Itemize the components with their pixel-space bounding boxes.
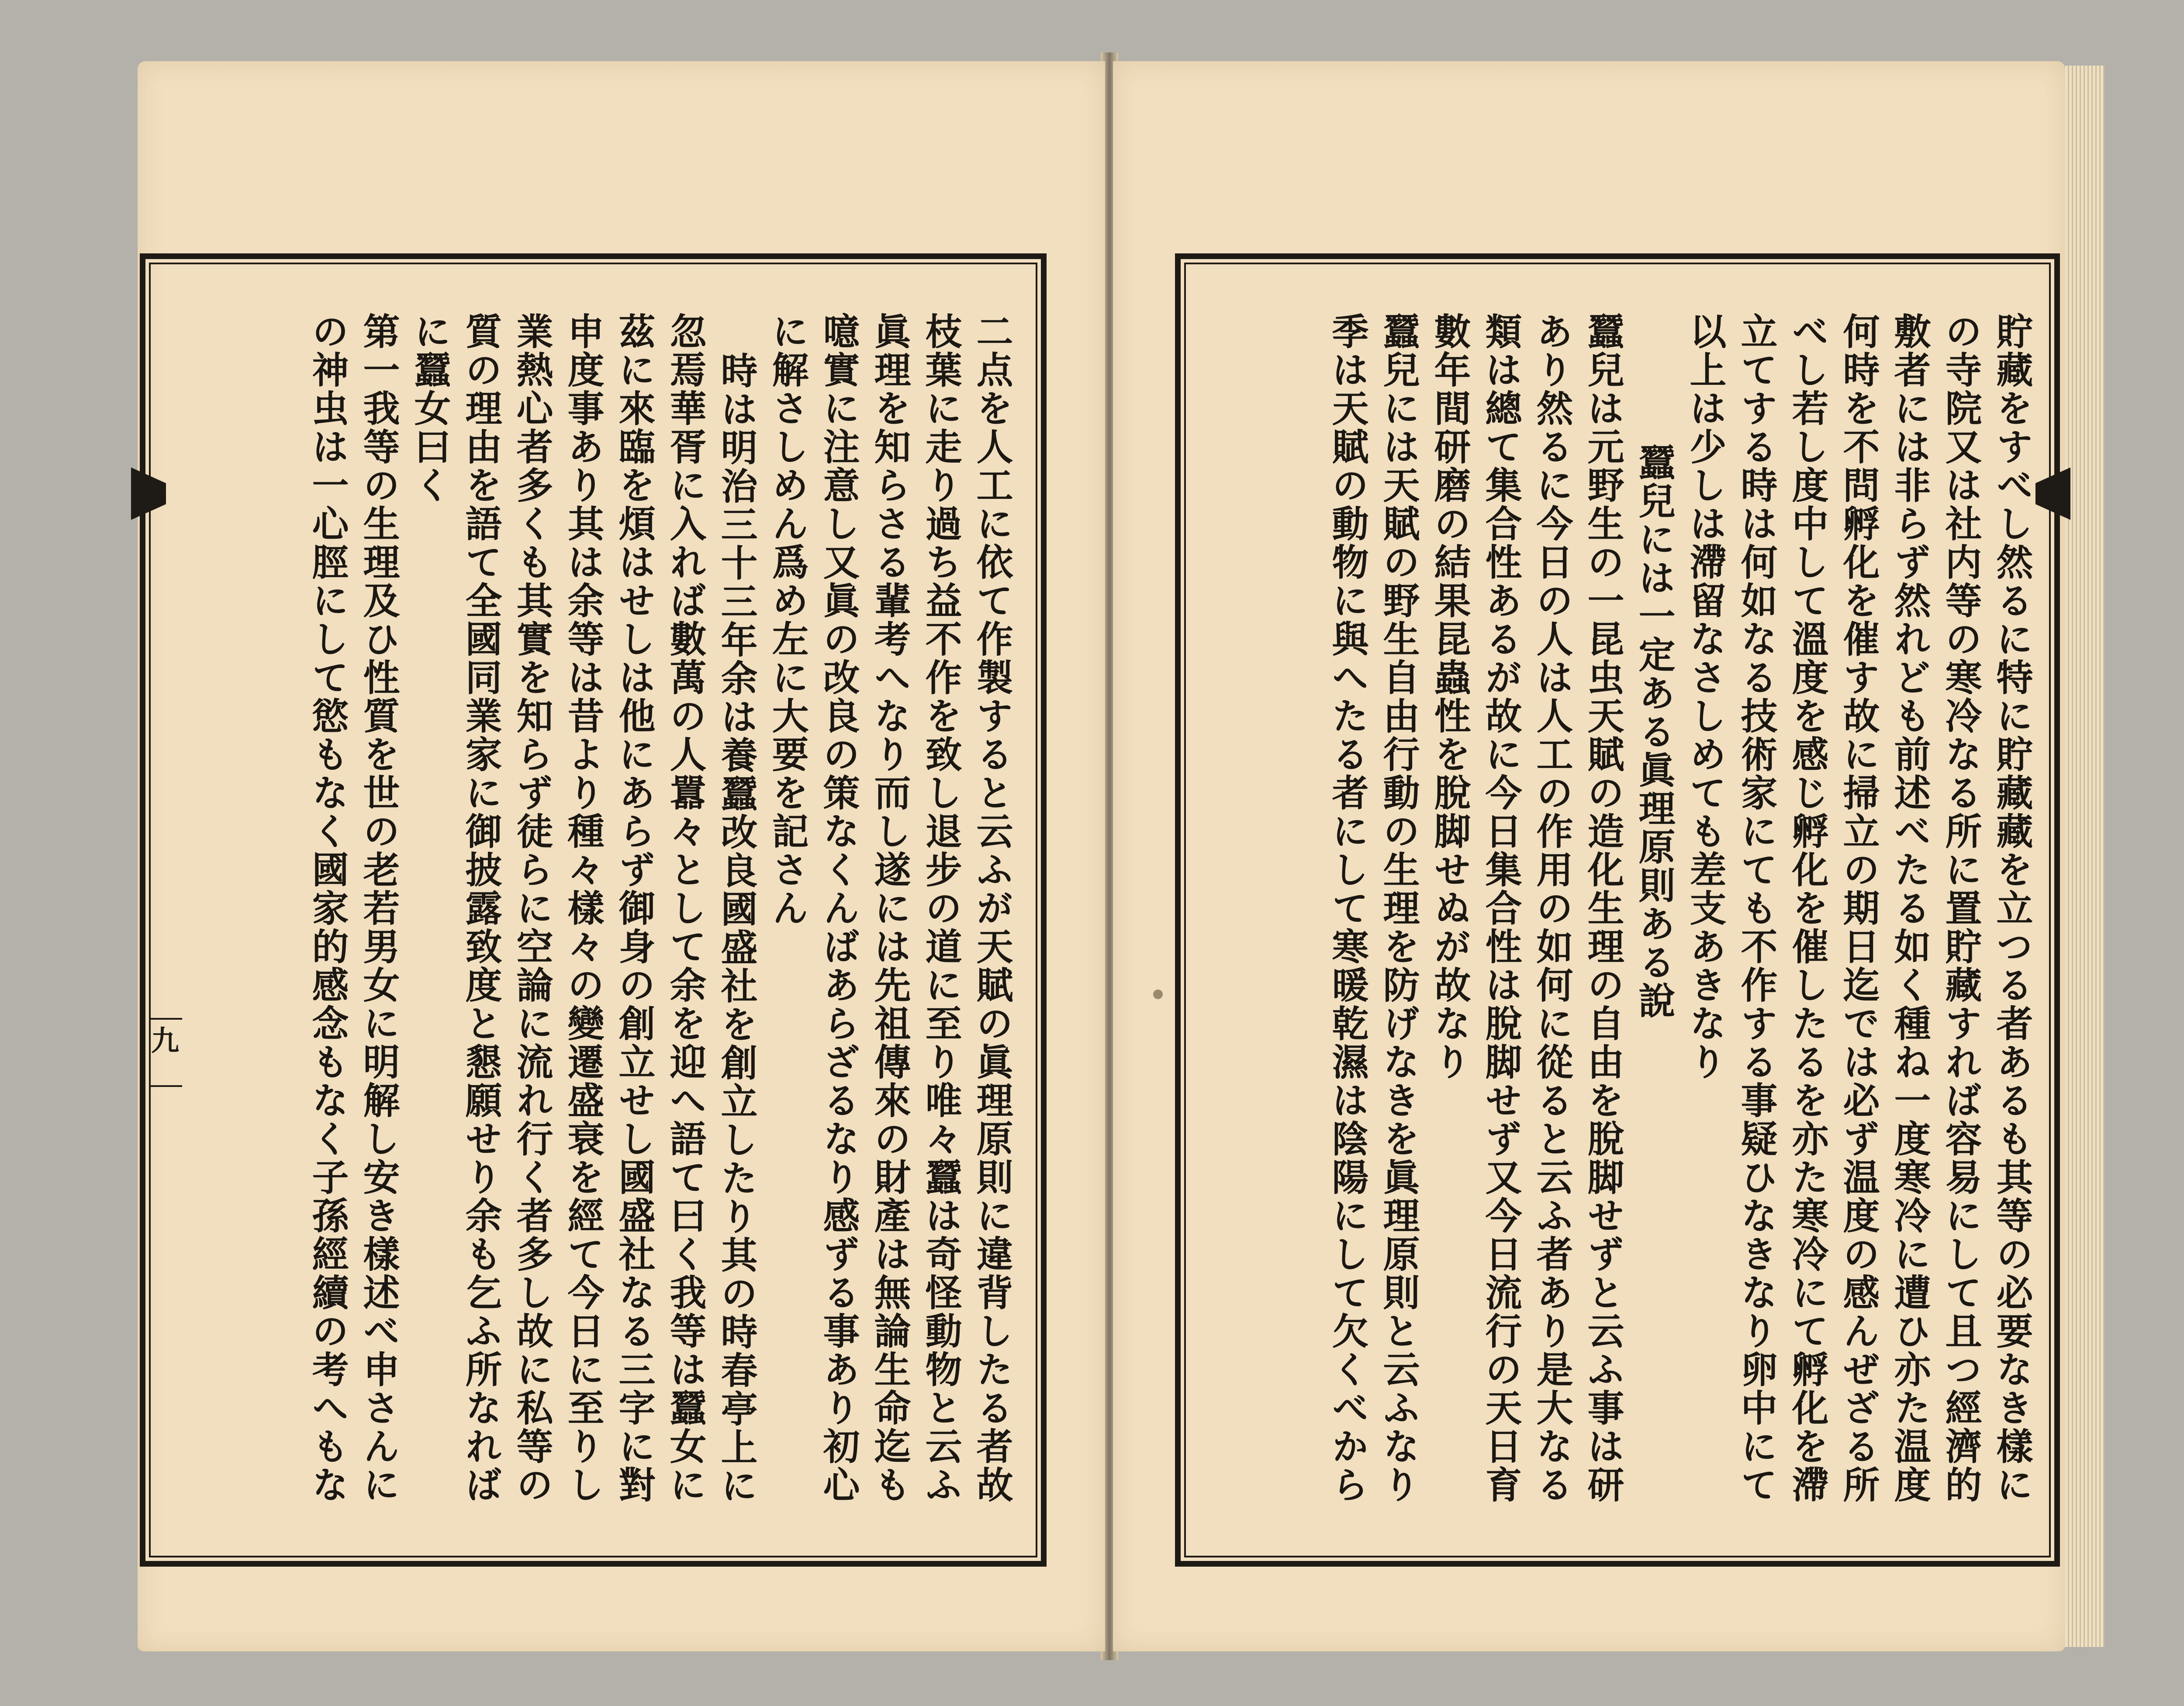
- text-column: に蠶女曰く: [408, 312, 452, 505]
- text-column: あり然るに今日の人は人工の作用の如何に從ると云ふ者あり是大なる: [1531, 312, 1574, 1504]
- page-number: 九: [146, 1026, 179, 1054]
- text-column: 申度事あり其は余等は昔より種々樣々の變遷盛衰を經て今日に至りし: [562, 312, 605, 1504]
- section-heading: 蠶兒には一定ある眞理原則ある說: [1633, 443, 1676, 1020]
- text-column: に解さしめん爲め左に大要を記さん: [766, 312, 809, 927]
- text-column: 枝葉に走り過ち益不作を致し退步の道に至り唯々蠶は奇怪動物と云ふ: [919, 312, 963, 1504]
- text-column: 貯藏をすべし然るに特に貯藏藏を立つる者あるも其等の必要なき樣に: [1990, 312, 2034, 1504]
- left-page-text: [183, 312, 1018, 1536]
- text-column: 蠶兒には天賦の野生自由行動の生理を防げなきを眞理原則と云ふなり: [1377, 312, 1420, 1504]
- text-column: 季は天賦の動物に與へたる者にして寒暖乾濕は陰陽にして欠くべから: [1326, 312, 1369, 1504]
- text-column: べし若し度中して溫度を感じ孵化を催したるを亦た寒冷にて孵化を滯: [1786, 312, 1829, 1504]
- text-column: 第一我等の生理及ひ性質を世の老若男女に明解し安き樣述べ申さんに: [357, 312, 401, 1504]
- text-column: 二点を人工に依て作製すると云ふが天賦の眞理原則に違背したる者故: [971, 312, 1014, 1504]
- text-column: の寺院又は社内等の寒冷なる所に置貯藏すれば容易にして且つ經濟的: [1939, 312, 1983, 1504]
- text-column: 質の理由を語て全國同業家に御披露致度と懇願せり余も乞ふ所なれば: [460, 312, 503, 1504]
- right-page-text: [1199, 312, 2038, 1536]
- text-column: 以上は少しは滯留なさしめても差支あきなり: [1684, 312, 1727, 1081]
- text-column: 時は明治三十三年余は養蠶改良國盛社を創立したり其の時春亭上に: [715, 352, 758, 1505]
- text-column: 茲に來臨を煩はせしは他にあらず御身の創立せし國盛社なる三字に對: [613, 312, 656, 1504]
- text-column: 噫實に注意し又眞の改良の策なくんばあらざるなり感ずる事あり初心: [817, 312, 860, 1504]
- text-column: 類は總て集合性あるが故に今日集合性は脫脚せず又今日流行の天日育: [1479, 312, 1523, 1504]
- text-column: 忽焉華胥に入れば數萬の人囂々として余を迎へ語て曰く我等は蠶女に: [664, 312, 707, 1504]
- text-column: の神虫は一心脛にして慾もなく國家的感念もなく子孫經續の考へもな: [306, 312, 349, 1504]
- text-column: 何時を不問孵化を催す故に掃立の期日迄では必ず温度の感んぜざる所: [1837, 312, 1880, 1504]
- text-column: 眞理を知らさる輩考へなり而し遂には先祖傳來の財產は無論生命迄も: [868, 312, 912, 1504]
- text-column: 數年間研磨の結果昆蟲性を脫脚せぬが故なり: [1428, 312, 1472, 1081]
- text-column: 立てする時は何如なる技術家にても不作する事疑ひなきなり卵中にて: [1735, 312, 1778, 1504]
- text-column: 蠶兒は元野生の一昆虫天賦の造化生理の自由を脫脚せずと云ふ事は研: [1582, 312, 1625, 1504]
- text-column: 業熱心者多くも其實を知らず徒らに空論に流れ行く者多し故に私等の: [511, 312, 554, 1504]
- page-edges: [2065, 66, 2105, 1647]
- paper-spot: [1153, 990, 1163, 999]
- text-column: 敷者には非らず然れども前述べたる如く種ね一度寒冷に遭ひ亦た温度: [1888, 312, 1932, 1504]
